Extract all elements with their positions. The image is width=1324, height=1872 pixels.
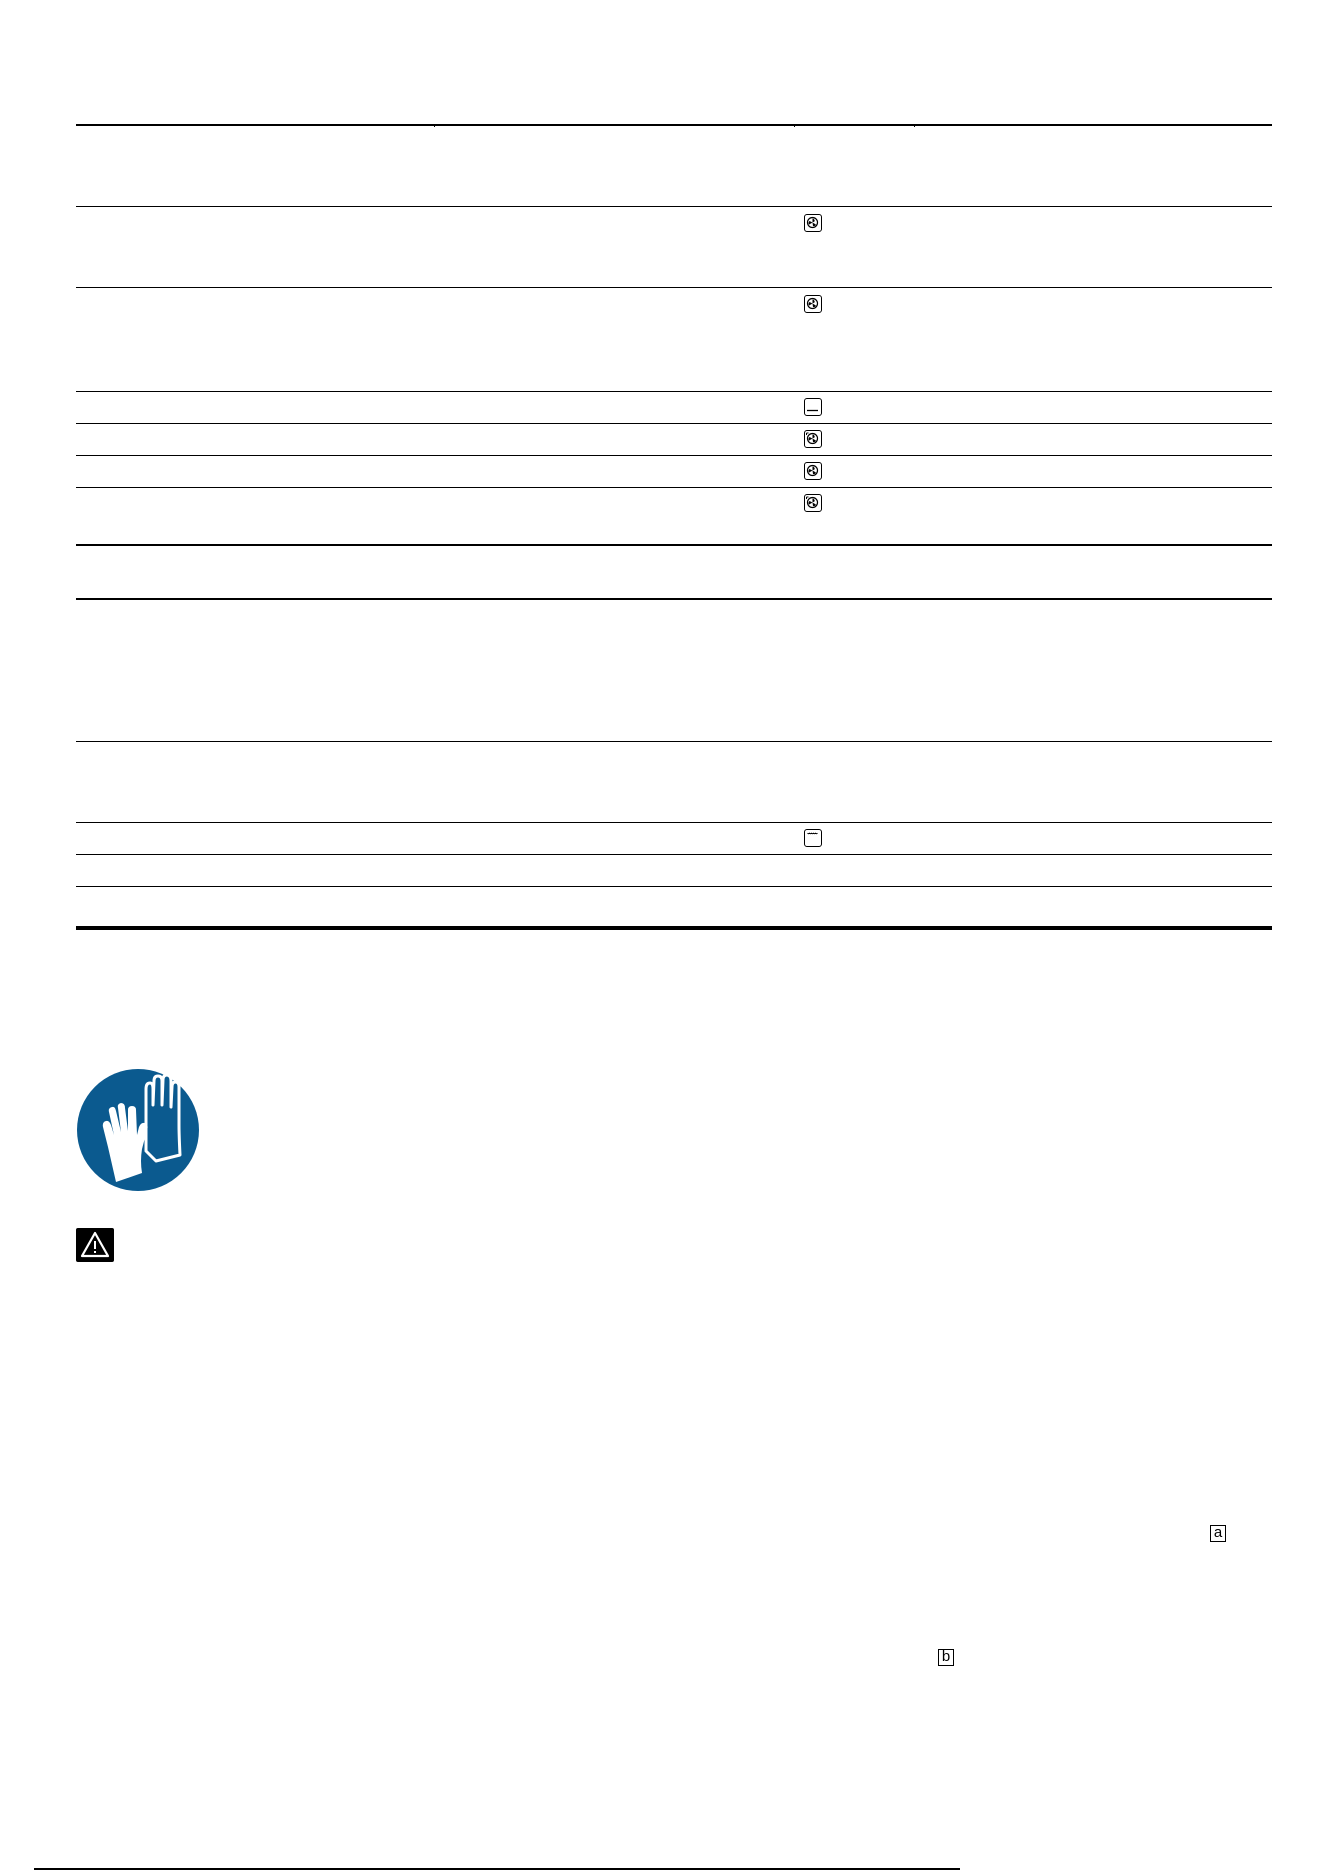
top-heating-icon: [804, 829, 822, 847]
table-row-rule: [76, 822, 1272, 823]
figure-ref-b: b: [938, 1649, 954, 1666]
hot-air-icon: [804, 295, 822, 313]
table-top-rule: [76, 124, 1272, 126]
warning-triangle-icon: [76, 1228, 114, 1262]
table-row-rule: [76, 741, 1272, 742]
table-row-rule: [76, 886, 1272, 887]
table-row-rule: [76, 287, 1272, 288]
table-bottom-rule: [76, 926, 1272, 930]
hot-air-eco-icon: [804, 430, 822, 448]
column-separator: [794, 124, 795, 127]
table-row-rule: [76, 455, 1272, 456]
table-row-rule: [76, 423, 1272, 424]
figure-ref-a: a: [1210, 1525, 1226, 1542]
table-row-rule: [76, 487, 1272, 488]
protective-gloves-icon: [76, 1065, 200, 1195]
hot-air-eco-icon: [804, 494, 822, 512]
table-row-rule: [76, 391, 1272, 392]
footer-rule: [34, 1868, 960, 1870]
table-section-rule: [76, 544, 1272, 546]
table-section-rule: [76, 598, 1272, 600]
column-separator: [434, 124, 435, 127]
hot-air-icon: [804, 214, 822, 232]
top-bottom-heating-icon: [804, 398, 822, 416]
table-row-rule: [76, 854, 1272, 855]
hot-air-icon: [804, 462, 822, 480]
table-row-rule: [76, 206, 1272, 207]
column-separator: [914, 124, 915, 127]
